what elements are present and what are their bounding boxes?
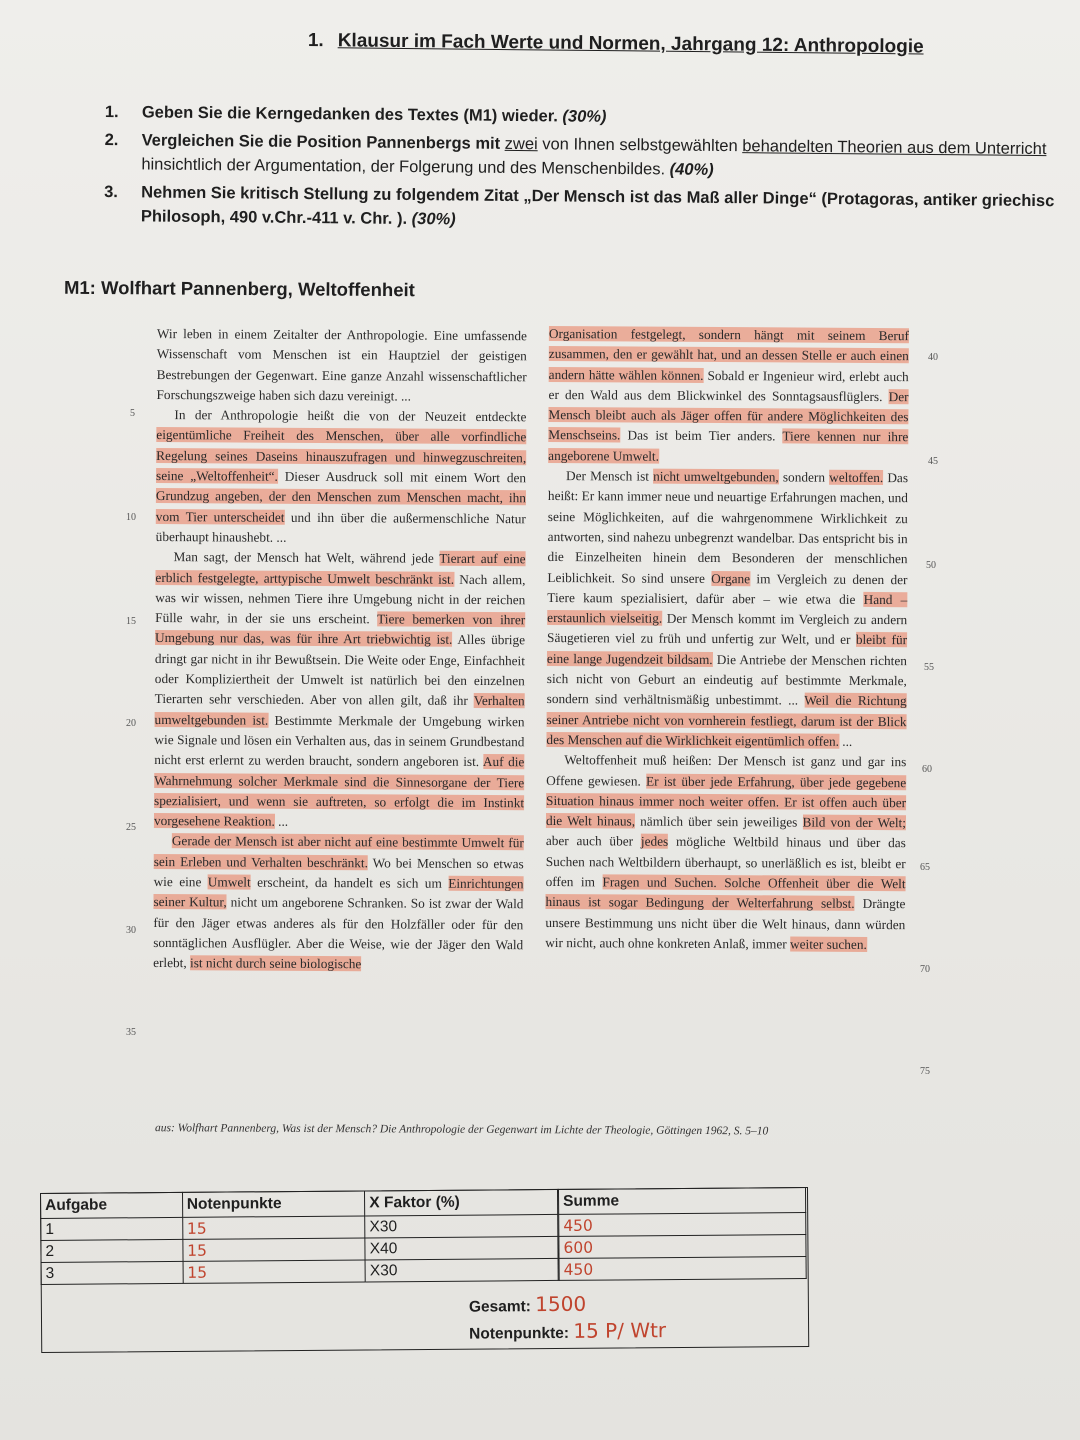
highlight: Einrichtungen seiner Kultur, <box>153 875 524 910</box>
highlight: Organe <box>711 570 751 586</box>
line-number: 75 <box>920 1066 930 1077</box>
line-number: 35 <box>126 1027 136 1038</box>
highlight: eigentümliche Freiheit des Menschen, über alle vorfindliche Regelung seines Daseins hinauszufragen und hinwegzuschreiten, seine „Weltoffenheit“. <box>156 427 527 484</box>
line-number: 45 <box>928 456 938 467</box>
table-header: Summe <box>558 1187 805 1214</box>
line-number: 70 <box>920 964 930 975</box>
paragraph: Gerade der Mensch ist aber nicht auf eine bestimmte Umwelt für sein Erleben und Verhalten beschränkt. Wo bei Menschen so etwas wie eine Umwelt erscheint, da handelt es sich um Einrichtungen seiner Kultur, nicht um angeborene Schranken. So ist zwar der Wald für den Jäger etwas anderes als für den Holzfäller oder für den sonntäglichen Ausflügler. Aber die Weise, wie der Jäger den Wald erlebt, ist nicht durch seine biologische <box>153 833 524 972</box>
line-number: 5 <box>130 408 135 419</box>
highlight: weiter suchen. <box>790 936 867 952</box>
sum-table <box>558 1187 807 1281</box>
paragraph: Der Mensch ist nicht umweltgebunden, sondern weltoffen. Das heißt: Er kann immer neue und neuartige Erfahrungen machen, und seine Möglichkeiten, auf die wahrgenommene Wirklichkeit zu antworten, sind nahezu unbegrenzt wandelbar. Das entspricht bis in die Einzelheiten hinein dem Besonderen der menschlichen Leiblichkeit. So sind unsere Organe im Vergleich zu denen der Tiere kaum spezialisiert, dafür aber – wie etwa die Hand – erstaunlich vielseitig. Der Mensch kommt im Vergleich zu andern Säugetieren viel zu früh und unfertig zur Welt, und er bleibt für eine lange Jugendzeit bildsam. Die Antriebe der Menschen richten sich nicht von Geburt an eindeutig auf bestimmte Merkmale, sondern sind verhältnismäßig unbestimmt. ... Weil die Richtung seiner Antriebe nicht von vornherein festliegt, darum ist der Blick des Menschen auf die Wirklichkeit eigentümlich offen. ... <box>546 468 909 749</box>
highlight: jedes <box>640 833 669 850</box>
paragraph: Weltoffenheit muß heißen: Der Mensch ist ganz und gar ins Offene gewiesen. Er ist über jede Erfahrung, über jede gegebene Situation hinaus immer noch weiter offen. Er ist offen auch über die Welt hinaus, nämlich über sein jeweiliges Bild von der Welt; aber auch über jedes mögliche Weltbild hinaus und über das Suchen nach Weltbildern überhaupt, so unerläßlich es ist, bleibt er offen im Fragen und Suchen. Solche Offenheit über die Welt hinaus ist sogar Bedingung der Welterfahrung selbst. Drängte unsere Bestimmung uns nicht über die Welt hinaus, dann würden wir nicht, auch ohne konkreten Anlaß, immer weiter suchen. <box>545 752 907 952</box>
text-column-left <box>153 324 527 976</box>
table-header: Notenpunkte <box>182 1191 365 1217</box>
handwritten-sum: 450 <box>559 1256 806 1280</box>
highlight: nicht umweltgebunden, <box>653 468 779 485</box>
total-label: Gesamt: <box>468 1298 532 1316</box>
line-number: 25 <box>126 822 136 833</box>
material-heading: M1: Wolfhart Pannenberg, Weltoffenheit <box>63 276 415 301</box>
table-row: 2 15 X40 <box>41 1236 558 1262</box>
line-number: 30 <box>126 925 136 936</box>
line-number: 65 <box>920 862 930 873</box>
highlight: Organisation festgelegt, sondern hängt mit seinem Beruf zusammen, den er gewählt hat, und an dessen Stelle er auch einen andern hätte wählen können. <box>548 325 909 383</box>
line-number: 20 <box>126 718 136 729</box>
highlight: Auf die Wahrnehmung solcher Merkmale sind die Sinnesorgane der Tiere spezialisiert, und wenn sie auftreten, so erfolgt die im Instinkt vorgesehene Reaktion. <box>153 754 525 829</box>
highlight: Umwelt <box>207 874 251 890</box>
text-column-right <box>545 324 909 955</box>
table-header: X Faktor (%) <box>365 1189 558 1216</box>
highlight: Tiere kennen nur ihre angeborene Umwelt. <box>548 428 909 464</box>
handwritten-points: 15 <box>183 1260 366 1283</box>
highlight: Bild von der Welt; <box>802 814 907 831</box>
highlight: bleibt für eine lange Jugendzeit bildsam. <box>546 632 908 667</box>
handwritten-grade: 15 P/ Wtr <box>573 1318 667 1343</box>
line-number: 50 <box>926 560 936 571</box>
exam-title: 1. Klausur im Fach Werte und Normen, Jahrgang 12: Anthropologie <box>307 30 924 58</box>
task-list <box>99 100 1075 241</box>
source-citation: aus: Wolfhart Pannenberg, Was ist der Mensch? Die Anthropologie der Gegenwart im Lichte der Theologie, Göttingen 1962, S. 5–10 <box>154 1122 769 1138</box>
highlight: Er ist über jede Erfahrung, über jede gegebene Situation hinaus immer noch weiter offen. Er ist offen auch über die Welt hinaus, <box>545 773 907 829</box>
grading-totals <box>469 1291 666 1347</box>
table-row: 1 15 X30 <box>41 1214 558 1240</box>
line-number: 55 <box>924 662 934 673</box>
table-header: Aufgabe <box>41 1192 183 1218</box>
highlight: Weil die Richtung seiner Antriebe nicht von vornherein festliegt, darum ist der Blick des Menschen auf die Wirklichkeit eigentümlich offen. <box>546 692 907 749</box>
paragraph: Wir leben in einem Zeitalter der Anthropologie. Eine umfassende Wissenschaft vom Menschen ist ein Hauptziel der geistigen Bestrebungen der Gegenwart. Eine ganze Anzahl wissenschaftlicher Forschungszweige haben sich dazu vereinigt. ... <box>156 325 527 404</box>
task-2: 2. Vergleichen Sie die Position Pannenbergs mit zwei von Ihnen selbstgewählten behandelten Theorien aus dem Unterricht hinsichtlich der Argumentation, der Folgerung und des Menschenbildes. (40%) <box>104 131 1047 179</box>
paragraph: Man sagt, der Mensch hat Welt, während jede Tierart auf eine erblich festgelegte, arttypische Umwelt beschränkt ist. Nach allem, was wir wissen, nehmen Tiere ihre Umgebung nicht in der reichen Fülle wahr, in der sie uns erscheint. Tiere bemerken von ihrer Umgebung nur das, was für ihre Art triebwichtig ist. Alles übrige dringt gar nicht in ihr Bewußtsein. Die Weite oder Enge, Einfachheit oder Kompliziertheit der Umwelt ist natürlich bei den einzelnen Tierarten sehr verschieden. Aber von allen gilt, daß ihr Verhalten umweltgebunden ist. Bestimmte Merkmale der Umgebung wirken wie Signale und lösen ein Verhalten aus, das in seinem Grundbestand nicht erst erlernt zu werden braucht, sondern angeboren ist. Auf die Wahrnehmung solcher Merkmale sind die Sinnesorgane der Tiere spezialisiert, und wenn sie auftreten, so erfolgt die im Instinkt vorgesehene Reaktion. ... <box>153 549 526 829</box>
task-3: 3. Nehmen Sie kritisch Stellung zu folgendem Zitat „Der Mensch ist das Maß aller Dinge“ (Protagoras, antiker griechisc Philosoph, 490 v.Chr.-411 v. Chr. ). (30%) <box>104 183 1055 229</box>
highlight: ist nicht durch seine biologische <box>189 955 362 972</box>
line-number: 10 <box>126 512 136 523</box>
highlight: Der Mensch bleibt auch als Jäger offen für andere Möglichkeiten des Menschseins. <box>548 388 909 443</box>
paragraph: Organisation festgelegt, sondern hängt mit seinem Beruf zusammen, den er gewählt hat, und an dessen Stelle er auch einen andern hätte wählen können. Sobald er Ingenieur wird, erlebt auch er den Wald aus dem Blickwinkel des Sonntagsausflüglers. Der Mensch bleibt auch als Jäger offen für andere Möglichkeiten des Menschseins. Das ist beim Tier anders. Tiere kennen nur ihre angeborene Umwelt. <box>548 325 909 464</box>
line-number: 15 <box>126 616 136 627</box>
grading-box <box>40 1187 809 1353</box>
highlight: Tiere bemerken von ihrer Umgebung nur das, was für ihre Art triebwichtig ist. <box>155 611 526 648</box>
handwritten-points: 15 <box>182 1216 365 1239</box>
handwritten-points: 15 <box>183 1238 366 1261</box>
handwritten-sum: 600 <box>559 1234 806 1258</box>
task-1: 1. Geben Sie die Kerngedanken des Textes (M1) wieder. (30%) <box>104 103 607 126</box>
table-row: 3 15 X30 <box>41 1258 558 1284</box>
handwritten-sum: 450 <box>559 1212 806 1236</box>
highlight: Grundzug angeben, der den Menschen zum Menschen macht, ihn vom Tier unterscheidet <box>155 488 526 525</box>
highlight: weltoffen. <box>829 469 884 486</box>
handwritten-total: 1500 <box>535 1291 587 1317</box>
highlight: Gerade der Mensch ist aber nicht auf eine bestimmte Umwelt für sein Erleben und Verhalten beschränkt. <box>153 833 524 871</box>
highlight: Verhalten umweltgebunden ist. <box>154 693 525 728</box>
highlight: Hand – erstaunlich vielseitig. <box>547 591 908 626</box>
paragraph: In der Anthropologie heißt die von der Neuzeit entdeckte eigentümliche Freiheit des Menschen, über alle vorfindliche Regelung seines Daseins hinauszufragen und hinwegzuschreiten, seine „Weltoffenheit“. Dieser Ausdruck soll mit einem Wort den Grundzug angeben, der den Menschen zum Menschen macht, ihn vom Tier unterscheidet und ihn über die außermenschliche Natur überhaupt hinaushebt. ... <box>155 407 527 545</box>
highlight: Fragen und Suchen. Solche Offenheit über die Welt hinaus ist sogar Bedingung der Welterfahrung selbst. <box>545 874 906 912</box>
highlight: Tierart auf eine erblich festgelegte, arttypische Umwelt beschränkt ist. <box>155 550 526 587</box>
line-number: 40 <box>928 352 938 363</box>
points-label: Notenpunkte: <box>469 1324 570 1343</box>
line-number: 60 <box>922 764 932 775</box>
